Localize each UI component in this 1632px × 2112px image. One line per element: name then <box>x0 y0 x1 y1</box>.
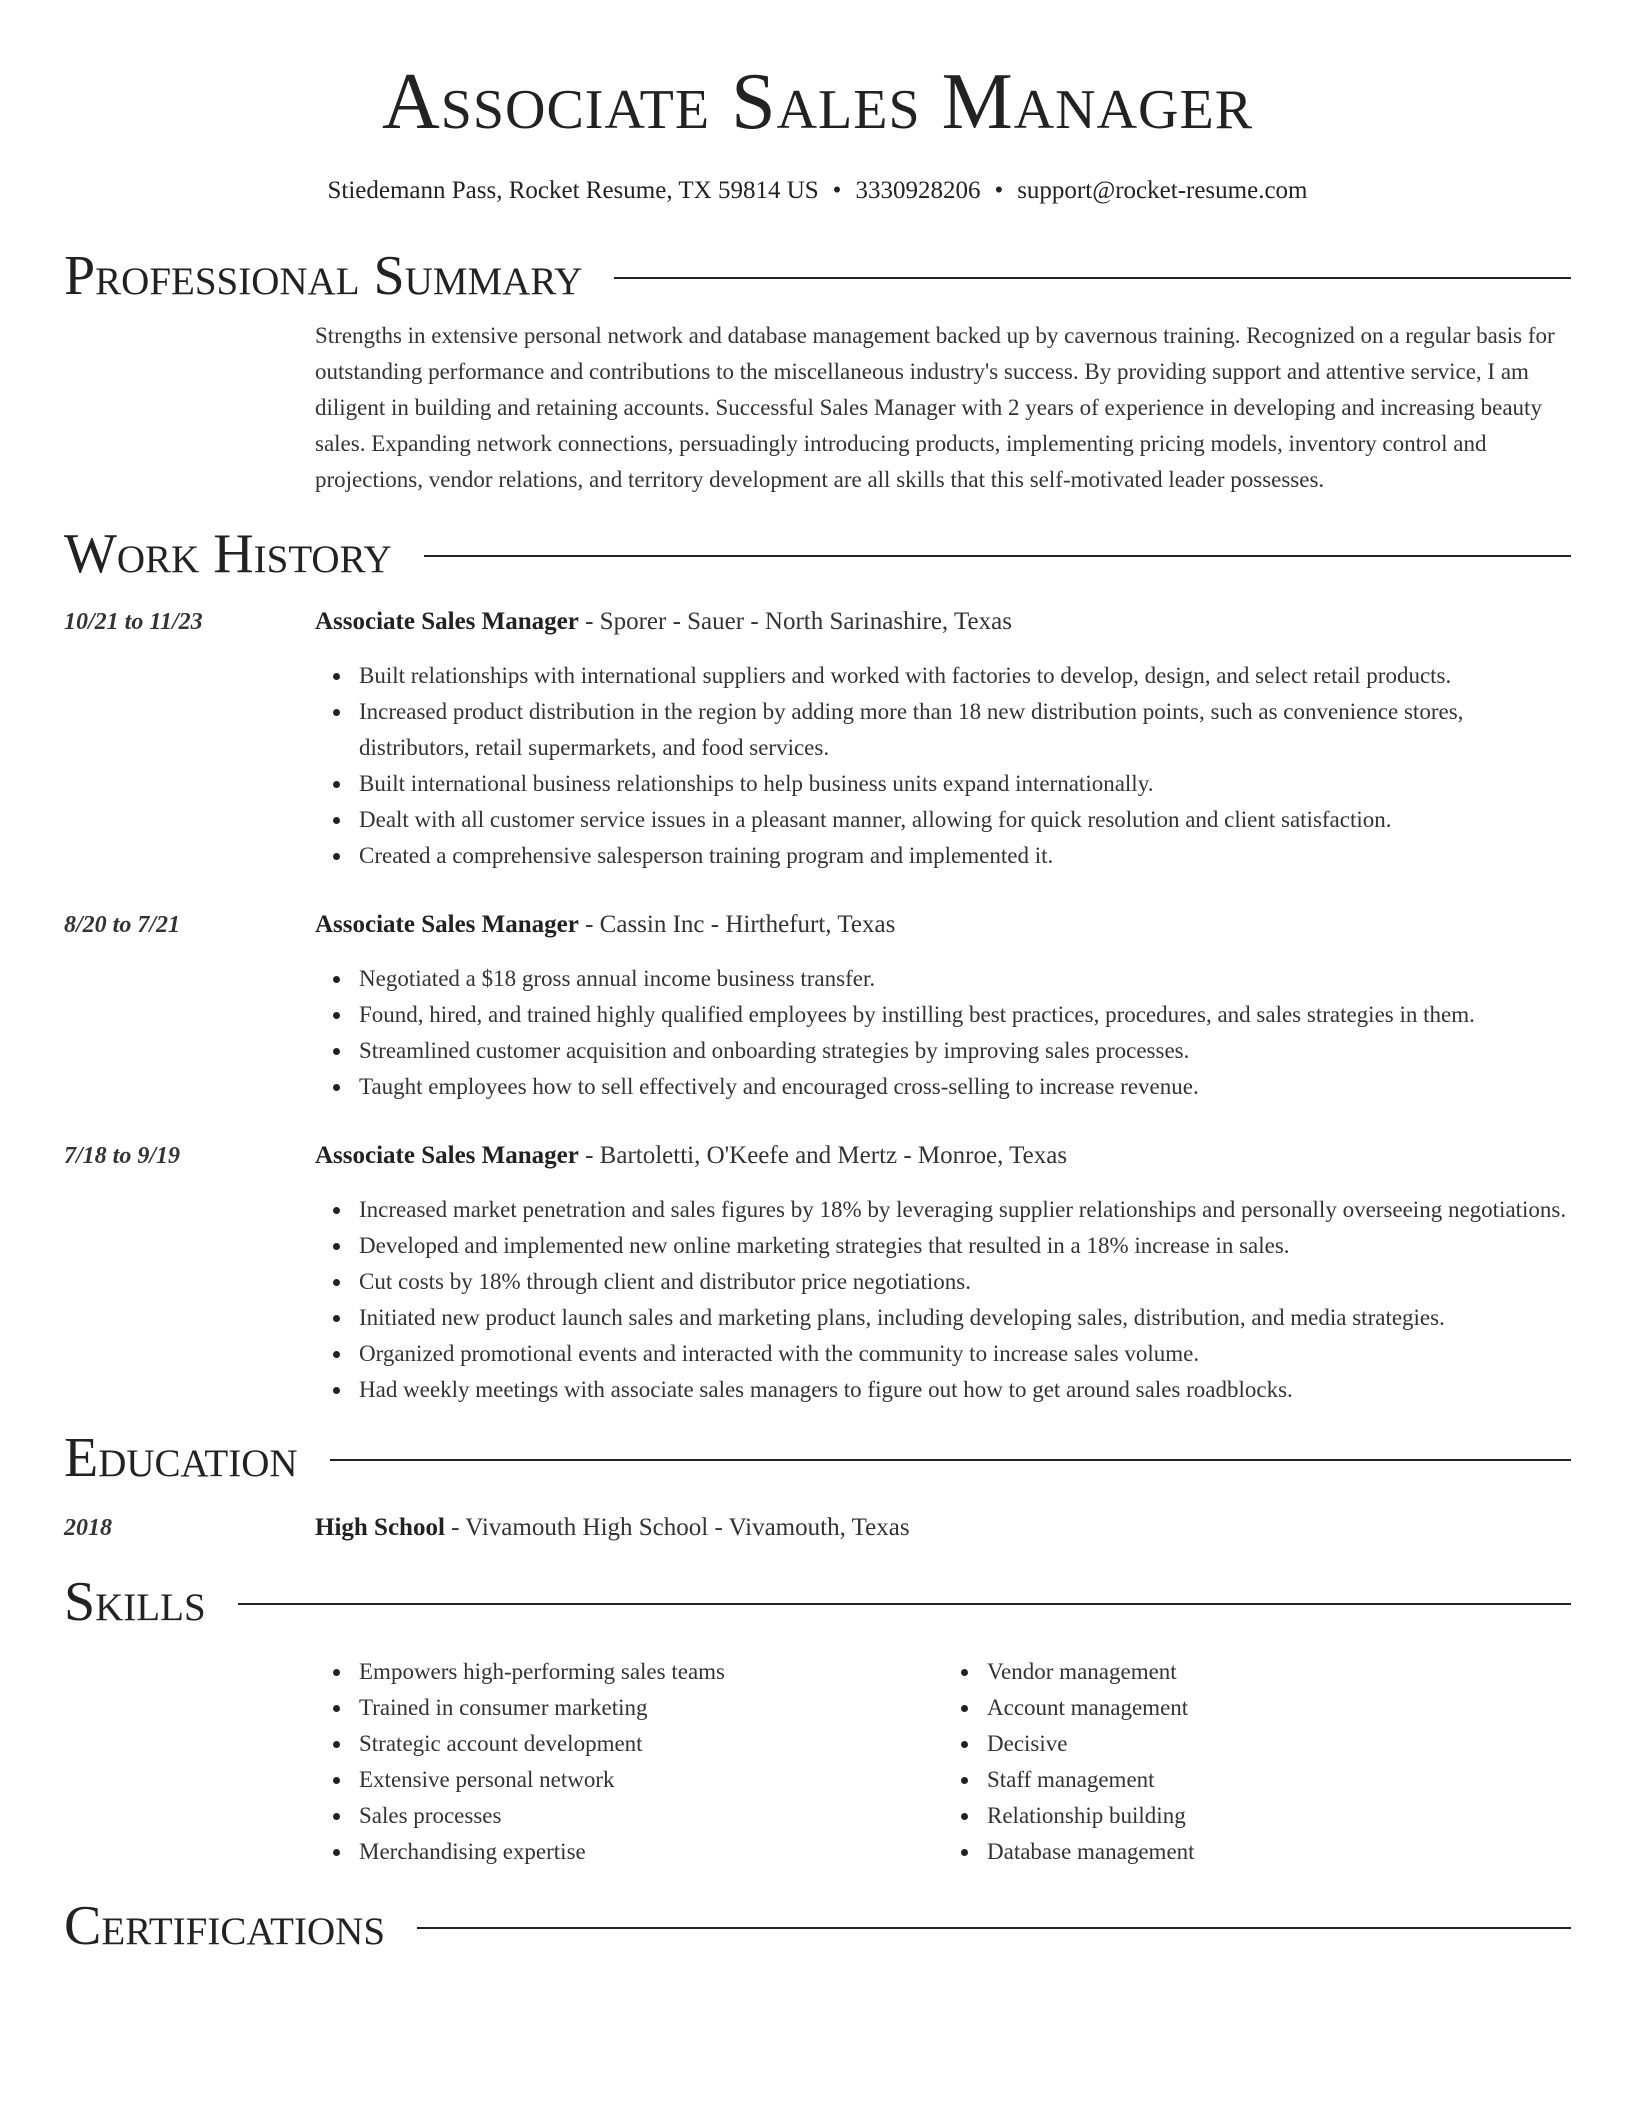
list-item: Created a comprehensive salesperson training program and implemented it. <box>359 838 1571 874</box>
skill-item: Account management <box>987 1690 1571 1726</box>
skills-body <box>315 1654 1571 1870</box>
skill-item: Decisive <box>987 1726 1571 1762</box>
job-bullets <box>315 961 1571 1105</box>
skill-item: Sales processes <box>359 1798 943 1834</box>
list-item: Organized promotional events and interacted with the community to increase sales volume. <box>359 1336 1571 1372</box>
contact-line <box>64 176 1571 206</box>
work-section-header <box>64 524 1571 584</box>
education-degree: High School <box>315 1514 445 1541</box>
skill-item: Empowers high-performing sales teams <box>359 1654 943 1690</box>
education-heading: Education <box>64 1427 298 1489</box>
skills-list-left <box>315 1654 943 1870</box>
certifications-heading: Certifications <box>64 1895 386 1957</box>
list-item: Initiated new product launch sales and marketing plans, including developing sales, distribution, and media strategies. <box>359 1300 1571 1336</box>
job-dates: 7/18 to 9/19 <box>64 1143 181 1169</box>
list-item: Increased product distribution in the region by adding more than 18 new distribution points, such as convenience stores, distributors, retail supermarkets, and food services. <box>359 694 1571 766</box>
list-item: Streamlined customer acquisition and onboarding strategies by improving sales processes. <box>359 1033 1571 1069</box>
section-divider <box>417 1927 1571 1929</box>
list-item: Dealt with all customer service issues in a pleasant manner, allowing for quick resolution and client satisfaction. <box>359 802 1571 838</box>
skill-item: Strategic account development <box>359 1726 943 1762</box>
job-details: - Cassin Inc - Hirthefurt, Texas <box>578 911 896 938</box>
job-title-line <box>315 1138 1571 1174</box>
skills-heading: Skills <box>64 1571 206 1633</box>
education-line <box>315 1510 1571 1546</box>
skill-item: Database management <box>987 1834 1571 1870</box>
contact-separator: • <box>994 177 1004 204</box>
education-section-header <box>64 1428 1571 1488</box>
section-divider <box>330 1459 1571 1461</box>
skill-item: Staff management <box>987 1762 1571 1798</box>
skills-grid <box>315 1654 1571 1870</box>
resume-page <box>64 0 1571 1956</box>
skills-list-right <box>943 1654 1571 1870</box>
list-item: Negotiated a $18 gross annual income business transfer. <box>359 961 1571 997</box>
skill-item: Trained in consumer marketing <box>359 1690 943 1726</box>
resume-name: Associate Sales Manager <box>381 58 1254 146</box>
contact-address: Stiedemann Pass, Rocket Resume, TX 59814 US <box>327 177 819 204</box>
list-item: Taught employees how to sell effectively and encouraged cross-selling to increase revenue. <box>359 1069 1571 1105</box>
job-bullets <box>315 658 1571 874</box>
skills-section-header <box>64 1572 1571 1632</box>
contact-separator: • <box>832 177 842 204</box>
skill-item: Extensive personal network <box>359 1762 943 1798</box>
skill-item: Merchandising expertise <box>359 1834 943 1870</box>
summary-section-header <box>64 246 1571 306</box>
certifications-section-header <box>64 1896 1571 1956</box>
education-year: 2018 <box>64 1515 112 1541</box>
job-details: - Bartoletti, O'Keefe and Mertz - Monroe, Texas <box>578 1142 1068 1169</box>
list-item: Increased market penetration and sales figures by 18% by leveraging supplier relationships and personally overseeing negotiations. <box>359 1192 1571 1228</box>
education-entry <box>64 1510 1571 1546</box>
list-item: Had weekly meetings with associate sales managers to figure out how to get around sales roadblocks. <box>359 1372 1571 1408</box>
section-divider <box>424 555 1571 557</box>
summary-text: Strengths in extensive personal network and database management backed up by cavernous training. Recognized on a regular basis for outstanding performance and contributions to the miscellaneous industry's success. By providing support and attentive service, I am diligent in building and retaining accounts. Successful Sales Manager with 2 years of experience in developing and increasing beauty sales. Expanding network connections, persuadingly introducing products, implementing pricing models, inventory control and projections, vendor relations, and territory development are all skills that this self-motivated leader possesses. <box>315 323 1555 492</box>
list-item: Found, hired, and trained highly qualified employees by instilling best practices, procedures, and sales strategies in them. <box>359 997 1571 1033</box>
education-details: - Vivamouth High School - Vivamouth, Texas <box>444 1514 910 1541</box>
list-item: Developed and implemented new online marketing strategies that resulted in a 18% increase in sales. <box>359 1228 1571 1264</box>
list-item: Cut costs by 18% through client and distributor price negotiations. <box>359 1264 1571 1300</box>
job-bullets <box>315 1192 1571 1408</box>
job-title-line <box>315 604 1571 640</box>
work-heading: Work History <box>64 523 392 585</box>
job-dates: 10/21 to 11/23 <box>64 609 203 635</box>
section-divider <box>614 277 1571 279</box>
skill-item: Vendor management <box>987 1654 1571 1690</box>
summary-body <box>315 318 1571 498</box>
job-title: Associate Sales Manager <box>315 608 579 635</box>
job-title: Associate Sales Manager <box>315 911 579 938</box>
job-entry <box>64 907 1571 1105</box>
contact-phone: 3330928206 <box>855 177 981 204</box>
job-entry <box>64 604 1571 874</box>
job-title-line <box>315 907 1571 943</box>
job-details: - Sporer - Sauer - North Sarinashire, Texas <box>578 608 1012 635</box>
section-divider <box>238 1603 1571 1605</box>
list-item: Built international business relationships to help business units expand internationally. <box>359 766 1571 802</box>
summary-heading: Professional Summary <box>64 245 583 307</box>
skill-item: Relationship building <box>987 1798 1571 1834</box>
contact-email: support@rocket-resume.com <box>1017 177 1308 204</box>
job-title: Associate Sales Manager <box>315 1142 579 1169</box>
job-entry <box>64 1138 1571 1408</box>
list-item: Built relationships with international suppliers and worked with factories to develop, design, and select retail products. <box>359 658 1571 694</box>
job-dates: 8/20 to 7/21 <box>64 912 181 938</box>
